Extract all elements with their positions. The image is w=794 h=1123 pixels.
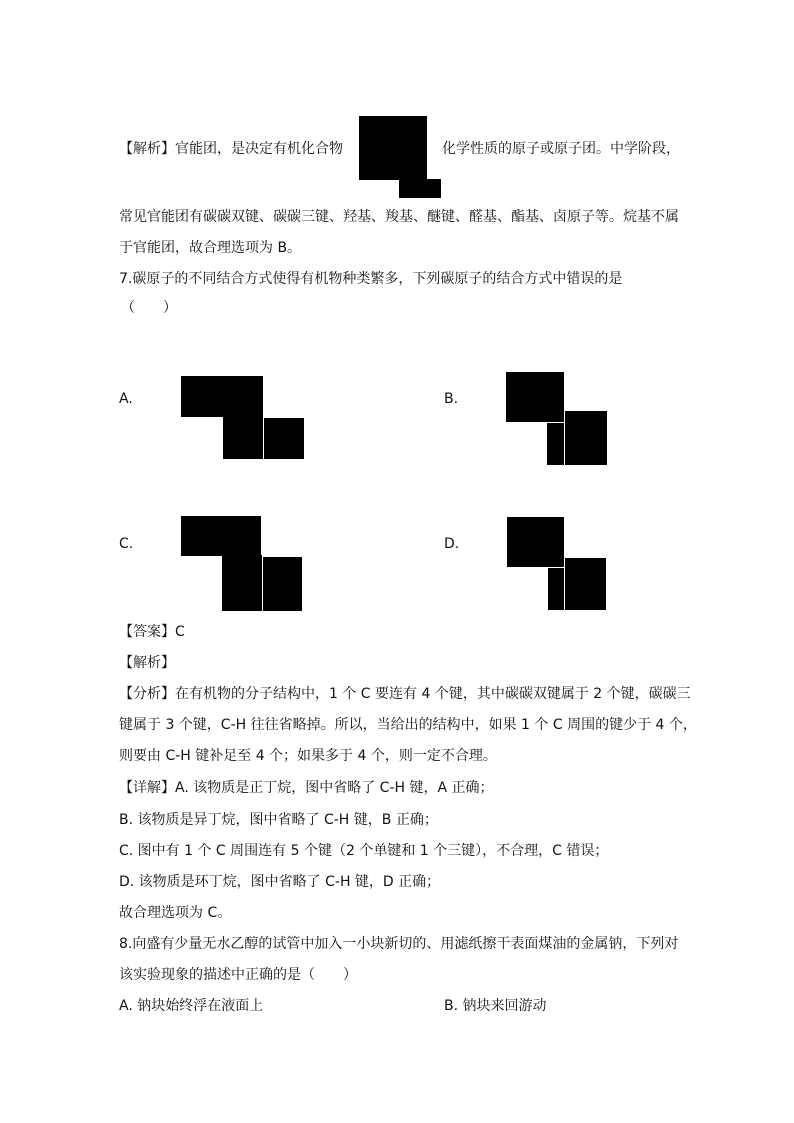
q8-option-a: A. 钠块始终浮在液面上 <box>119 998 264 1014</box>
q7-option-d-label: D. <box>444 536 460 552</box>
structure-block <box>181 516 261 556</box>
q7-fenxi-line3: 则要由 C-H 键补足至 4 个；如果多于 4 个，则一定不合理。 <box>119 748 497 764</box>
q6-analysis-line3: 于官能团，故合理选项为 B。 <box>119 240 302 256</box>
structure-block <box>507 517 564 567</box>
q7-fenxi-line2: 键属于 3 个键，C-H 往往省略掉。所以，当给出的结构中，如果 1 个 C 周围的键少于 4 个， <box>119 717 697 733</box>
q6-analysis-part1: 【解析】官能团，是决定有机化合物 <box>119 141 343 157</box>
structure-block <box>222 555 262 611</box>
q7-xiangjie-line2: B. 该物质是异丁烷，图中省略了 C-H 键，B 正确； <box>119 812 438 828</box>
structure-block <box>264 418 304 459</box>
q7-conclusion: 故合理选项为 C。 <box>119 905 232 921</box>
q7-option-a-label: A. <box>119 391 133 407</box>
q8-stem-line2: 该实验现象的描述中正确的是（ ） <box>119 967 357 983</box>
structure-block <box>263 557 302 611</box>
q7-analysis-title: 【解析】 <box>119 655 175 671</box>
q7-xiangjie-line1: 【详解】A. 该物质是正丁烷，图中省略了 C-H 键，A 正确； <box>119 780 494 796</box>
structure-block <box>565 411 607 465</box>
q7-answer-paren: （ ） <box>121 300 177 316</box>
q7-option-c-label: C. <box>119 536 134 552</box>
q7-option-b-label: B. <box>444 391 459 407</box>
structure-block <box>223 416 263 459</box>
structure-block <box>565 558 606 610</box>
structure-block <box>506 372 564 422</box>
q7-stem: 7.碳原子的不同结合方式使得有机物种类繁多，下列碳原子的结合方式中错误的是 <box>119 271 623 287</box>
structure-block <box>548 568 564 610</box>
redacted-image-block <box>399 179 441 198</box>
q6-analysis-part2: 化学性质的原子或原子团。中学阶段， <box>442 141 680 157</box>
structure-block <box>181 376 263 417</box>
q8-stem-line1: 8.向盛有少量无水乙醇的试管中加入一小块新切的、用滤纸擦干表面煤油的金属钠，下列对 <box>119 936 679 952</box>
q7-fenxi-line1: 【分析】在有机物的分子结构中，1 个 C 要连有 4 个键，其中碳碳双键属于 2 个键，碳碳三 <box>119 686 691 702</box>
q7-xiangjie-line4: D. 该物质是环丁烷，图中省略了 C-H 键，D 正确； <box>119 874 441 890</box>
structure-block <box>547 423 564 465</box>
q6-analysis-line2: 常见官能团有碳碳双键、碳碳三键、羟基、羧基、醚键、醛基、酯基、卤原子等。烷基不属 <box>119 209 679 225</box>
q7-answer: 【答案】C <box>119 624 185 640</box>
q8-option-b: B. 钠块来回游动 <box>444 998 547 1014</box>
redacted-image-block <box>359 116 427 180</box>
q7-xiangjie-line3: C. 图中有 1 个 C 周围连有 5 个键（2 个单键和 1 个三键），不合理，C 错误； <box>119 843 609 859</box>
